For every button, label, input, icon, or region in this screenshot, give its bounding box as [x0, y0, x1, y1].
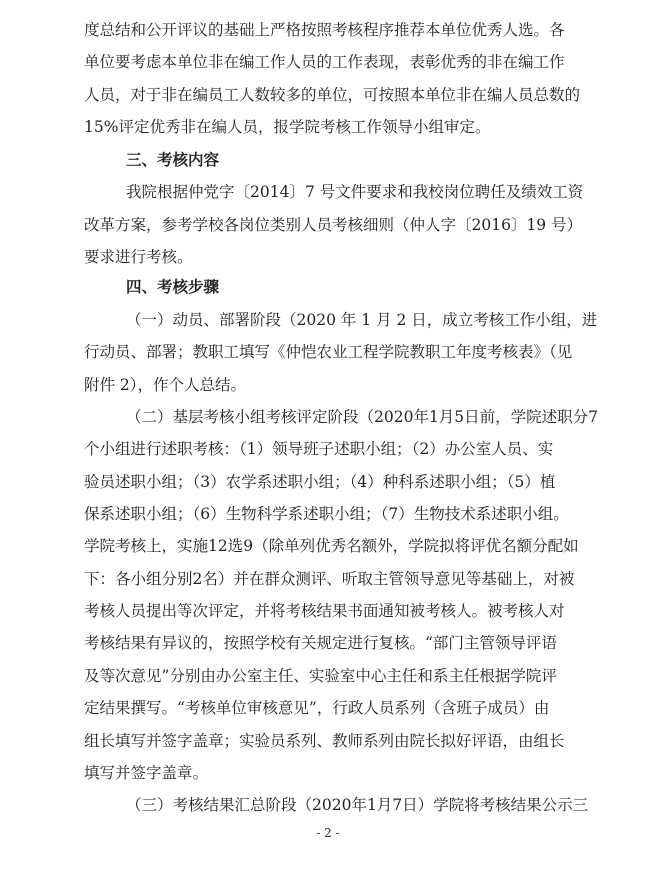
text-line: 填写并签字盖章。	[84, 764, 209, 782]
text-line: 考核人员提出等次评定，并将考核结果书面通知被考核人。被考核人对	[84, 602, 565, 620]
section-heading: 四、考核步骤	[126, 277, 220, 296]
text-line: 15%评定优秀非在编人员，报学院考核工作领导小组审定。	[84, 118, 491, 136]
text-line: 学院考核上，实施12选9（除单列优秀名额外，学院拟将评优名额分配如	[84, 537, 579, 555]
text-line: 行动员、部署；教职工填写《仲恺农业工程学院教职工年度考核表》（见	[84, 343, 573, 361]
text-line: （二）基层考核小组考核评定阶段（2020年1月5日前，学院述职分7	[126, 408, 599, 426]
text-line: 下：各小组分别2名）并在群众测评、听取主管领导意见等基础上，对被	[84, 570, 575, 588]
text-line: 人员，对于非在编员工人数较多的单位，可按照本单位非在编人员总数的	[84, 86, 581, 104]
section-heading: 三、考核内容	[126, 150, 220, 169]
text-line: （一）动员、部署阶段（2020 年 1 月 2 日，成立考核工作小组，进	[126, 311, 598, 329]
text-line: 度总结和公开评议的基础上严格按照考核程序推荐本单位优秀人选。各	[84, 21, 565, 39]
page-number: - 2 -	[316, 826, 340, 840]
text-line: 组长填写并签字盖章；实验员系列、教师系列由院长拟好评语，由组长	[84, 732, 565, 750]
text-line: 保系述职小组；（6）生物科学系述职小组；（7）生物技术系述职小组。	[84, 505, 569, 523]
text-line: 改革方案，参考学校各岗位类别人员考核细则（仲人字〔2016〕19 号）	[84, 216, 583, 234]
text-line: 附件 2），作个人总结。	[84, 376, 247, 394]
text-line: 我院根据仲党字〔2014〕7 号文件要求和我校岗位聘任及绩效工资	[126, 183, 584, 201]
text-line: （三）考核结果汇总阶段（2020年1月7日）学院将考核结果公示三	[126, 796, 589, 814]
text-line: 单位要考虑本单位非在编工作人员的工作表现，表彰优秀的非在编工作	[84, 53, 565, 71]
text-line: 考核结果有异议的，按照学校有关规定进行复核。“部门主管领导评语	[84, 634, 557, 652]
text-line: 及等次意见”分别由办公室主任、实验室中心主任和系主任根据学院评	[84, 667, 557, 685]
text-line: 个小组进行述职考核：（1）领导班子述职小组；（2）办公室人员、实	[84, 440, 554, 458]
text-line: 验员述职小组；（3）农学系述职小组；（4）种科系述职小组；（5）植	[84, 473, 556, 491]
text-line: 定结果撰写。“考核单位审核意见”，行政人员系列（含班子成员）由	[84, 699, 550, 717]
text-line: 要求进行考核。	[84, 248, 193, 266]
